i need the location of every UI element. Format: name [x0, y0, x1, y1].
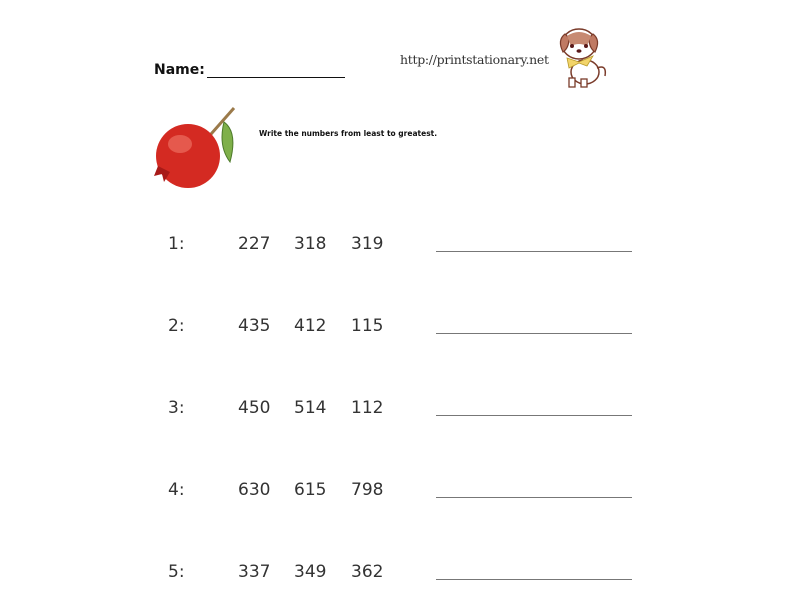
number: 349 — [294, 562, 327, 582]
problem-label: 3: — [168, 398, 185, 418]
number: 337 — [238, 562, 271, 582]
number: 115 — [351, 316, 384, 336]
number: 227 — [238, 234, 271, 254]
problem-row — [0, 316, 800, 346]
name-input-line[interactable] — [207, 77, 345, 78]
number: 362 — [351, 562, 384, 582]
problem-row — [0, 398, 800, 428]
number: 319 — [351, 234, 384, 254]
number: 435 — [238, 316, 271, 336]
instructions-text: Write the numbers from least to greatest. — [259, 129, 438, 138]
answer-line[interactable] — [436, 415, 632, 416]
number: 615 — [294, 480, 327, 500]
name-label: Name: — [154, 62, 205, 78]
number: 798 — [351, 480, 384, 500]
number: 450 — [238, 398, 271, 418]
problem-label: 2: — [168, 316, 185, 336]
problem-label: 1: — [168, 234, 185, 254]
number: 630 — [238, 480, 271, 500]
number: 318 — [294, 234, 327, 254]
problem-label: 5: — [168, 562, 185, 582]
problem-row — [0, 480, 800, 510]
problem-row — [0, 562, 800, 592]
pomegranate-illustration — [154, 104, 240, 194]
answer-line[interactable] — [436, 497, 632, 498]
number: 412 — [294, 316, 327, 336]
number: 514 — [294, 398, 327, 418]
problem-row — [0, 234, 800, 264]
site-url: http://printstationary.net — [400, 52, 549, 67]
answer-line[interactable] — [436, 333, 632, 334]
puppy-illustration — [555, 24, 609, 90]
number: 112 — [351, 398, 384, 418]
answer-line[interactable] — [436, 251, 632, 252]
problem-label: 4: — [168, 480, 185, 500]
answer-line[interactable] — [436, 579, 632, 580]
